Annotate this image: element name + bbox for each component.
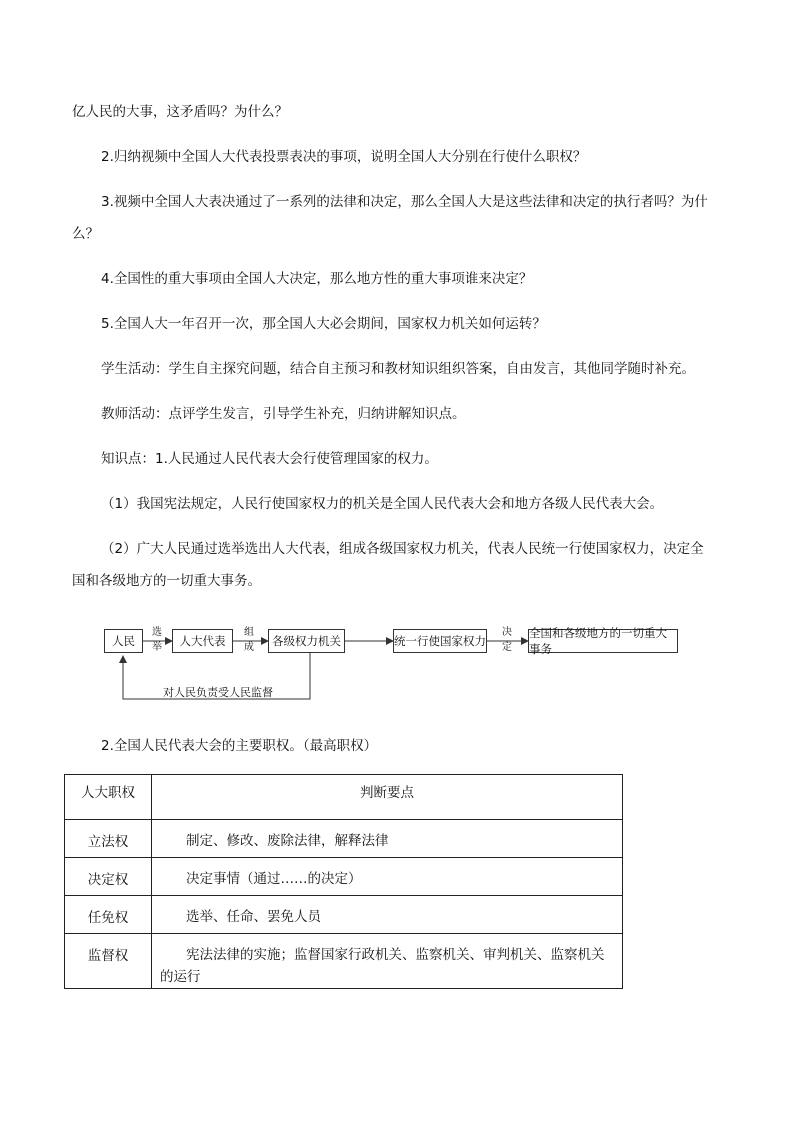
power-name: 监督权 bbox=[65, 934, 152, 989]
paragraph-point-1-2-cont: 国和各级地方的一切重大事务。 bbox=[72, 573, 261, 589]
power-name: 决定权 bbox=[65, 858, 152, 896]
power-name: 任免权 bbox=[65, 896, 152, 934]
table-header-row bbox=[65, 775, 623, 820]
table-header-power: 人大职权 bbox=[65, 775, 152, 820]
paragraph-student-activity: 学生活动：学生自主探究问题，结合自主预习和教材知识组织答案，自由发言，其他同学随时补充。 bbox=[101, 361, 695, 377]
table-row bbox=[65, 896, 623, 934]
table-row bbox=[65, 820, 623, 858]
power-point: 选举、任命、罢免人员 bbox=[152, 896, 623, 934]
paragraph-question-2: 2.归纳视频中全国人大代表投票表决的事项，说明全国人大分别在行使什么职权？ bbox=[101, 149, 587, 165]
paragraph-knowledge-point-1: 知识点：1.人民通过人民代表大会行使管理国家的权力。 bbox=[101, 451, 438, 467]
flow-box-people: 人民 bbox=[104, 629, 143, 653]
paragraph-point-1-1: （1）我国宪法规定，人民行使国家权力的机关是全国人民代表大会和地方各级人民代表大会。 bbox=[101, 496, 664, 512]
power-point: 制定、修改、废除法律，解释法律 bbox=[152, 820, 623, 858]
paragraph-question-3-cont: 么？ bbox=[72, 226, 99, 242]
flow-label-decide-2: 定 bbox=[502, 642, 512, 653]
table-row bbox=[65, 858, 623, 896]
paragraph-question-5: 5.全国人大一年召开一次，那全国人大必会期间，国家权力机关如何运转？ bbox=[101, 316, 546, 332]
paragraph-knowledge-point-2: 2.全国人民代表大会的主要职权。（最高职权） bbox=[101, 738, 378, 754]
flow-feedback-label: 对人民负责受人民监督 bbox=[163, 686, 273, 699]
flow-label-elect-1: 选 bbox=[152, 627, 162, 638]
paragraph-question-4: 4.全国性的重大事项由全国人大决定，那么地方性的重大事项谁来决定？ bbox=[101, 271, 533, 287]
flow-box-exercise-power: 统一行使国家权力 bbox=[393, 629, 487, 653]
flow-label-compose-1: 组 bbox=[244, 627, 254, 638]
flow-box-major-affairs: 全国和各级地方的一切重大事务 bbox=[528, 629, 678, 653]
flow-box-power-organs: 各级权力机关 bbox=[268, 629, 345, 653]
flow-label-elect-2: 举 bbox=[152, 642, 162, 653]
paragraph-question-1-end: 亿人民的大事，这矛盾吗？为什么？ bbox=[72, 104, 288, 120]
power-point: 决定事情（通过……的决定） bbox=[152, 858, 623, 896]
flow-label-compose-2: 成 bbox=[244, 642, 254, 653]
paragraph-question-3: 3.视频中全国人大表决通过了一系列的法律和决定，那么全国人大是这些法律和决定的执行者吗？为什 bbox=[101, 194, 708, 210]
npc-powers-table bbox=[64, 774, 623, 989]
flow-box-deputies: 人大代表 bbox=[172, 629, 233, 653]
power-name: 立法权 bbox=[65, 820, 152, 858]
flow-label-decide-1: 决 bbox=[502, 627, 512, 638]
table-row bbox=[65, 934, 623, 989]
power-point: 宪法法律的实施；监督国家行政机关、监察机关、审判机关、监察机关的运行 bbox=[152, 934, 623, 989]
paragraph-teacher-activity: 教师活动：点评学生发言，引导学生补充，归纳讲解知识点。 bbox=[101, 406, 466, 422]
paragraph-point-1-2: （2）广大人民通过选举选出人大代表，组成各级国家权力机关，代表人民统一行使国家权力，决定全 bbox=[101, 541, 704, 557]
table-header-key-points: 判断要点 bbox=[152, 775, 623, 820]
